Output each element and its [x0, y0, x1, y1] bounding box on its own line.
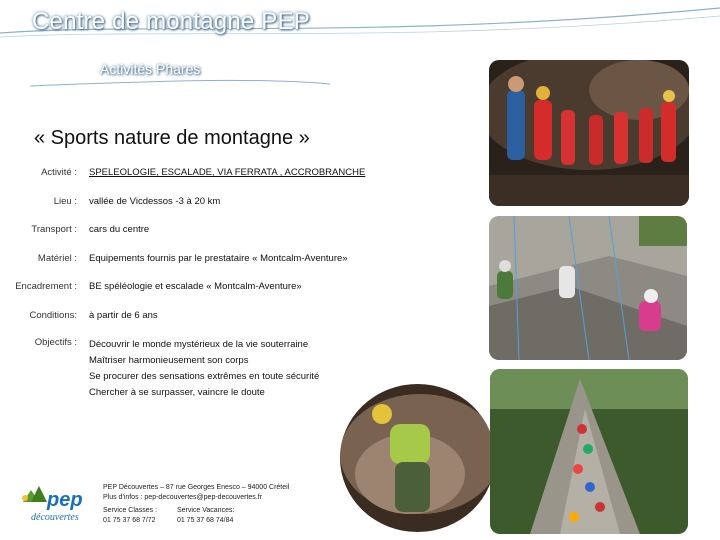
- row-value: à partir de 6 ans: [89, 310, 158, 321]
- photo-via-ferrata: [490, 369, 688, 534]
- service-vacances-phone: 01 75 37 68 74/84: [176, 517, 234, 524]
- photo-cave-group: [489, 60, 689, 206]
- logo-word: découvertes: [31, 512, 79, 523]
- row-value: vallée de Vicdessos -3 à 20 km: [89, 196, 221, 207]
- logo-letters: pep: [47, 489, 83, 511]
- pep-logo: [17, 482, 87, 526]
- footer-address: PEP Découvertes – 87 rue Georges Enesco – 94000 Créteil: [103, 484, 290, 491]
- footer-info: Plus d'infos : pep-decouvertes@pep-decouvertes.fr: [103, 494, 263, 501]
- objective-item: Se procurer des sensations extrêmes en toute sécurité: [89, 371, 320, 382]
- page-subtitle: Activités Phares: [100, 61, 201, 77]
- objective-item: Découvrir le monde mystérieux de la vie souterraine: [89, 339, 309, 350]
- footer: [103, 483, 289, 526]
- service-classes-label: Service Classes :: [103, 507, 158, 514]
- row-label: Matériel :: [37, 253, 77, 264]
- page-title: Centre de montagne PEP: [32, 8, 310, 35]
- photo-climbing-wall: [489, 216, 687, 360]
- row-value: SPELEOLOGIE, ESCALADE, VIA FERRATA , ACCROBRANCHE: [89, 167, 366, 178]
- row-label: Lieu :: [53, 196, 77, 207]
- service-vacances-label: Service Vacances:: [176, 507, 235, 514]
- row-value: Equipements fournis par le prestataire « Montcalm-Aventure»: [89, 253, 348, 264]
- objective-item: Chercher à se surpasser, vaincre le doute: [89, 387, 265, 398]
- photo-cave-crawl: [340, 384, 495, 532]
- service-classes-phone: 01 75 37 68 7/72: [103, 517, 156, 524]
- section-heading: « Sports nature de montagne »: [34, 127, 310, 149]
- row-label: Objectifs :: [34, 337, 77, 348]
- row-value: BE spéléologie et escalade « Montcalm-Aventure»: [89, 281, 302, 292]
- objective-item: Maîtriser harmonieusement son corps: [89, 355, 249, 366]
- objectives-list: [89, 337, 319, 401]
- row-label: Encadrement :: [15, 281, 77, 292]
- row-label: Transport :: [31, 224, 77, 235]
- row-value: cars du centre: [89, 224, 150, 235]
- row-label: Activité :: [41, 167, 77, 178]
- row-label: Conditions:: [29, 310, 77, 321]
